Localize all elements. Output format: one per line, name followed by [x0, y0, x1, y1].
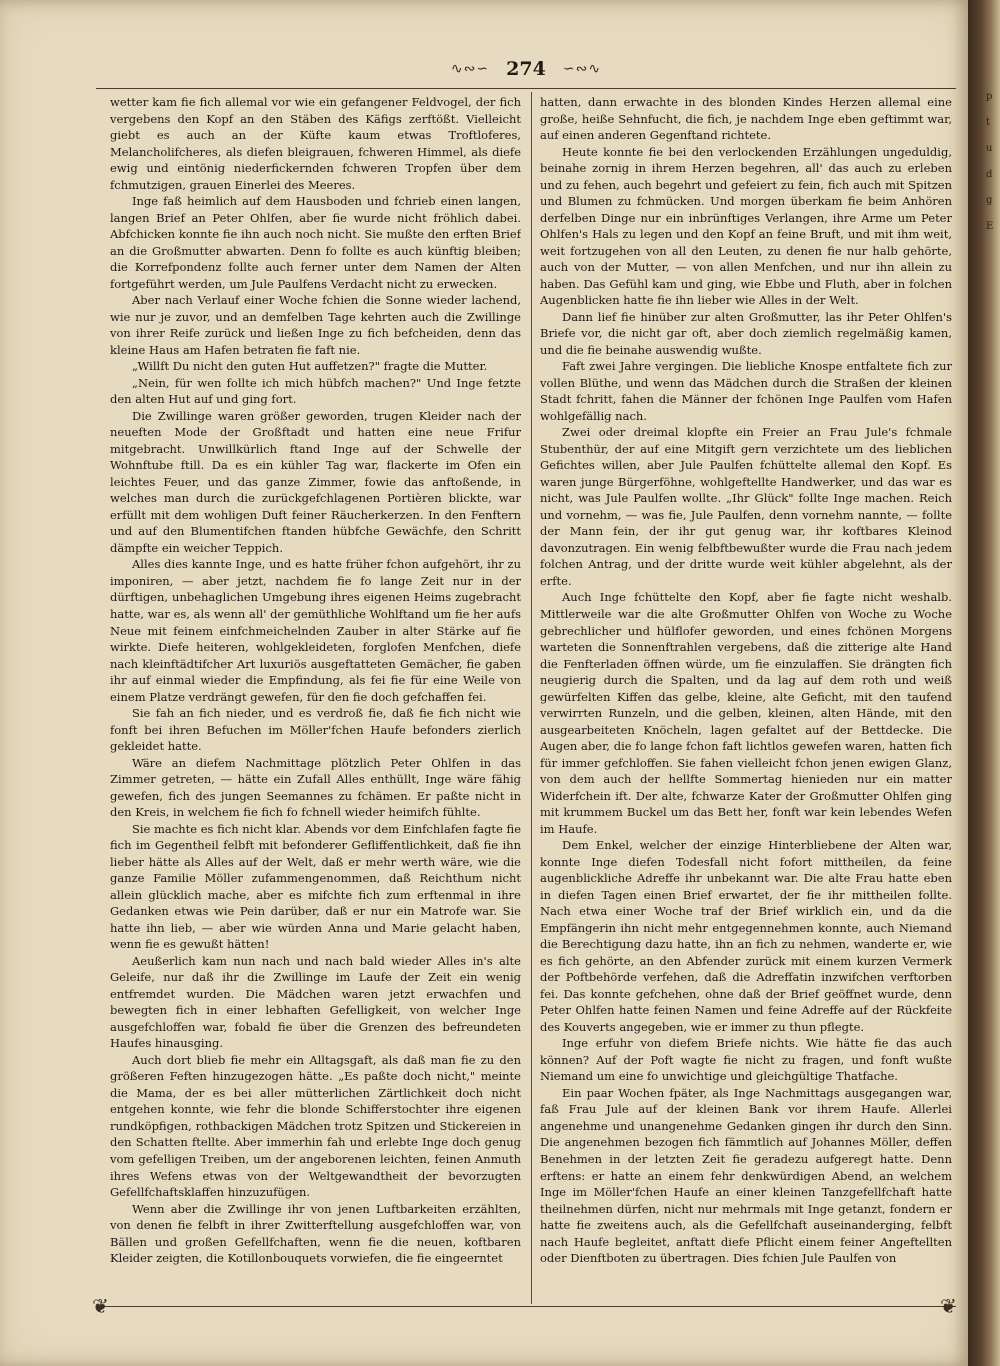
text-column-left: [110, 94, 521, 1302]
paragraph: Sie fah an fich nieder, und es verdroß fie, daß fie fich nicht wie fonft bei ihren Befuchen im Möller'fchen Haufe befonders zierlich gekleidet hatte.: [110, 706, 521, 754]
paragraph: Dem Enkel, welcher der einzige Hinterbliebene der Alten war, konnte Inge diefen Todesfall nicht fofort mittheilen, da feine augenblickliche Adreffe ihr unbekannt war. Die alte Frau hatte eben in diefen Tagen einen Brief erwartet, der fie ihr mittheilen follte. Nach etwa einer Woche traf der Brief wirklich ein, und da die Empfängerin ihn nicht mehr entgegennehmen konnte, auch Niemand die Berechtigung dazu hatte, ihn an fich zu nehmen, wanderte er, wie es fich gehörte, an den Abfender zurück mit einem kurzen Vermerk der Poftbehörde verfehen, daß die Adreffatin inzwifchen verftorben fei. Das konnte gefchehen, ohne daß der Brief geöffnet wurde, denn Peter Ohlfen hatte feinen Namen und feine Adreffe auf der Rückfeite des Kouverts angegeben, wie er immer zu thun pflegte.: [540, 838, 952, 1034]
paragraph: hatten, dann erwachte in des blonden Kindes Herzen allemal eine große, heiße Sehnfucht, die fich, je nachdem Inge eben geftimmt war, auf einen anderen Gegenftand richtete.: [540, 95, 952, 143]
paragraph: wetter kam fie fich allemal vor wie ein gefangener Feldvogel, der fich vergebens den Kopf an den Stäben des Käfigs zerftößt. Vielleicht giebt es auch an der Küfte kaum etwas Troftloferes, Melancholifcheres, als diefen bleigrauen, fchweren Himmel, als diefe ewig und eintönig niederfickernden fchweren Tropfen über dem fchmutzigen, grauen Einerlei des Meeres.: [110, 95, 521, 192]
book-spine-edge: [968, 0, 1000, 1366]
paragraph: Aber nach Verlauf einer Woche fchien die Sonne wieder lachend, wie nur je zuvor, und an demfelben Tage kehrten auch die Zwillinge von ihrer Reife zurück und ließen Inge zu fich befcheiden, denn das kleine Haus am Hafen betraten fie faft nie.: [110, 293, 521, 357]
paragraph: Auch dort blieb fie mehr ein Alltagsgaft, als daß man fie zu den größeren Feften hinzugezogen hätte. „Es paßte doch nicht," meinte die Mama, der es bei aller mütterlichen Zärtlichkeit doch nicht entgehen konnte, wie fehr die blonde Schifferstochter ihre eigenen rundköpfigen, rothbackigen Mädchen trotz Spitzen und Stickereien in den Schatten ftellte. Aber immerhin fah und erlebte Inge doch genug vom gefelligen Treiben, um der angeborenen leichten, feinen Anmuth ihres Wefens etwas von der Weltgewandtheit der bevorzugten Gefellfchaftsklaffen hinzuzufügen.: [110, 1052, 521, 1200]
paragraph: Ein paar Wochen fpäter, als Inge Nachmittags ausgegangen war, faß Frau Jule auf der kleinen Bank vor ihrem Haufe. Allerlei angenehme und unangenehme Gedanken gingen ihr durch den Sinn. Die angenehmen bezogen fich fämmtlich auf Johannes Möller, deffen Benehmen in der letzten Zeit fie geradezu aufgeregt hatte. Denn erftens: er hatte an einem fehr denkwürdigen Abend, an welchem Inge im Möller'fchen Haufe an einer kleinen Tanzgefellfchaft hatte theilnehmen dürfen, nicht nur mehrmals mit Inge getanzt, fondern er hatte fie zweitens auch, als die Gefellfchaft auseinanderging, felbft nach Haufe begleitet, anftatt diefe Pflicht einem feiner Angeftellten oder Dienftboten zu übertragen. Dies fchien Jule Paulfen von: [540, 1085, 952, 1266]
header-rule: [96, 88, 956, 89]
paragraph: Zwei oder dreimal klopfte ein Freier an Frau Jule's fchmale Stubenthür, der auf eine Mitgift gern verzichtete um des lieblichen Gefichtes willen, aber Jule Paulfen fchüttelte allemal den Kopf. Es waren junge Bürgerföhne, wohlgeftellte Handwerker, und das war es nicht, was Jule Paulfen wollte. „Ihr Glück" follte Inge machen. Reich und vornehm, — was fie, Jule Paulfen, denn vornehm nannte, — follte der Mann fein, der ihr gut genug war, ihr koftbares Kleinod davonzutragen. Ein wenig felbftbewußter wurde die Frau nach jedem folchen Antrag, und der dritte wurde weit kühler abgelehnt, als der erfte.: [540, 425, 952, 588]
paragraph: „Nein, für wen follte ich mich hübfch machen?" Und Inge fetzte den alten Hut auf und ging fort.: [110, 375, 521, 407]
paragraph: Alles dies kannte Inge, und es hatte früher fchon aufgehört, ihr zu imponiren, — aber jetzt, nachdem fie fo lange Zeit nur in der dürftigen, unbehaglichen Umgebung ihres eigenen Heims zugebracht hatte, war es, als wenn all' der gemüthliche Wohlftand um fie her aufs Neue mit feinem einfchmeichelnden Zauber in alter Stärke auf fie wirkte. Diefe heiteren, wohlgekleideten, forglofen Menfchen, diefe nach kleinftädtifcher Art luxuriös ausgeftatteten Gemächer, fie gaben ihr auf einmal wieder die Empfindung, als fei fie für eine Weile von einem Platze verdrängt gewefen, für den fie doch gefchaffen fei.: [110, 557, 521, 704]
paragraph: Inge erfuhr von diefem Briefe nichts. Wie hätte fie das auch können? Auf der Poft wagte fie nicht zu fragen, und fonft wußte Niemand um eine fo unwichtige und gleichgültige Thatfache.: [540, 1036, 952, 1084]
paragraph: „Willft Du nicht den guten Hut auffetzen?" fragte die Mutter.: [132, 359, 488, 374]
page-number: 274: [506, 58, 546, 80]
page-header: [96, 58, 956, 88]
adjacent-page-edge-text: p t u d g E: [986, 91, 994, 232]
text-column-right: [540, 94, 952, 1302]
paragraph: Inge faß heimlich auf dem Hausboden und fchrieb einen langen, langen Brief an Peter Ohlfen, aber fie wurde nicht fröhlich dabei. Abfchicken konnte fie ihn auch noch nicht. Sie mußte den erften Brief an die Großmutter abwarten. Denn fo follte es auch künftig bleiben; die Korrefpondenz follte auch ferner unter dem Namen der Alten fortgeführt werden, um Jule Paulfens Verdacht nicht zu erwecken.: [110, 194, 521, 291]
paragraph: Auch Inge fchüttelte den Kopf, aber fie fagte nicht weshalb. Mittlerweile war die alte Großmutter Ohlfen von Woche zu Woche gebrechlicher und hülflofer geworden, und eines fchönen Morgens warteten die Sonnenftrahlen vergebens, daß die zitterige alte Hand die Fenfterladen öffnen würde, um fie einzulaffen. Sie drängten fich neugierig durch die Spalten, und da lag auf dem roth und weiß gewürfelten Kiffen das gelbe, kleine, alte Geficht, mit den taufend verwirrten Runzeln, und die gelben, kleinen, alten Hände, mit den ausgearbeiteten Knöcheln, lagen gefaltet auf der Bettdecke. Die Augen aber, die fo lange fchon faft lichtlos gewefen waren, hatten fich für immer gefchloffen. Sie fahen vielleicht fchon jenen ewigen Glanz, von dem auch der hellfte Sommertag hienieden nur ein matter Widerfchein ift. Der alte, fchwarze Kater der Großmutter Ohlfen ging mit krummem Buckel um das Bett her, fonft war kein lebendes Wefen im Haufe.: [540, 590, 952, 836]
paragraph: Wäre an diefem Nachmittage plötzlich Peter Ohlfen in das Zimmer getreten, — hätte ein Zufall Alles enthüllt, Inge wäre fähig gewefen, fich des jungen Seemannes zu fchämen. Er paßte nicht in den Kreis, in welchem fie fich fo fchnell wieder heimifch fühlte.: [110, 755, 521, 820]
paragraph: Wenn aber die Zwillinge ihr von jenen Luftbarkeiten erzählten, von denen fie felbft in ihrer Zwitterftellung ausgefchloffen war, von Bällen und großen Gefellfchaften, wenn fie die neuen, koftbaren Kleider zeigten, die Kotillonbouquets vorwiefen, die fie eingeerntet: [110, 1201, 521, 1266]
paragraph: Die Zwillinge waren größer geworden, trugen Kleider nach der neueften Mode der Großftadt und hatten eine neue Frifur mitgebracht. Unwillkürlich ftand Inge auf der Schwelle der Wohnftube ftill. Da es ein kühler Tag war, flackerte im Ofen ein leichtes Feuer, und das ganze Zimmer, fowie das anftoßende, in welches man durch die zurückgefchlagenen Portièren blickte, war erfüllt mit dem wohligen Duft feiner Räucherkerzen. In den Fenftern und auf den Blumentifchen ftanden hübfche Gewächfe, den Schritt dämpfte ein weicher Teppich.: [110, 408, 521, 555]
paragraph: Sie machte es fich nicht klar. Abends vor dem Einfchlafen fagte fie fich im Gegentheil felbft mit befonderer Gefliffentlichkeit, daß fie ihn lieber hätte als Alles auf der Welt, daß er mehr werth wäre, wie die ganze Familie Möller zufammengenommen, daß Reichthum nicht allein glücklich mache, aber es mifchte fich zum erftenmal in ihre Gedanken etwas wie Pein darüber, daß er nur ein Matrofe war. Sie hatte ihn lieb, — aber wie würden Anna und Marie gelacht haben, wenn fie es gewußt hätten!: [110, 821, 521, 952]
footer-rule: [96, 1306, 956, 1307]
corner-ornament-left-icon: ❦: [92, 1294, 109, 1318]
paragraph: Dann lief fie hinüber zur alten Großmutter, las ihr Peter Ohlfen's Briefe vor, die nicht gar oft, aber doch ziemlich regelmäßig kamen, und die fie beinahe auswendig wußte.: [540, 309, 952, 357]
corner-ornament-right-icon: ❦: [940, 1294, 957, 1318]
column-divider: [531, 92, 532, 1304]
paragraph: Aeußerlich kam nun nach und nach bald wieder Alles in's alte Geleife, nur daß ihr die Zwillinge im Laufe der Zeit ein wenig entfremdet wurden. Die Mädchen waren jetzt erwachfen und bewegten fich in einer lebhaften Gefelligkeit, von welcher Inge ausgefchloffen war, fobald fie über die Grenzen des befreundeten Haufes hinausging.: [110, 953, 521, 1051]
paragraph: Heute konnte fie bei den verlockenden Erzählungen ungeduldig, beinahe zornig in ihrem Herzen begehren, all' das auch zu erleben und zu fehen, auch begehrt und gefeiert zu fein, fich auch mit Spitzen und Blumen zu fchmücken. Und morgen überkam fie beim Anhören derfelben Dinge nur ein inbrünftiges Verlangen, ihre Arme um Peter Ohlfen's Hals zu legen und den Kopf an feine Bruft, und mit ihm weit, weit fortzugehen von all den Leuten, zu denen fie nur halb gehörte, auch von der Mutter, — von allen Menfchen, und nur ihn allein zu haben. Das Gefühl kam und ging, wie Ebbe und Fluth, aber in folchen Augenblicken hatte fie ihn lieber wie Alles in der Welt.: [540, 144, 952, 308]
ornament-right: ∽∾∿: [562, 61, 602, 77]
ornament-left: ∿∾∽: [450, 61, 490, 77]
paragraph: Faft zwei Jahre vergingen. Die liebliche Knospe entfaltete fich zur vollen Blüthe, und wenn das Mädchen durch die Straßen der kleinen Stadt fchritt, fahen die Männer der fchönen Inge Paulfen vom Hafen wohlgefällig nach.: [540, 359, 952, 423]
